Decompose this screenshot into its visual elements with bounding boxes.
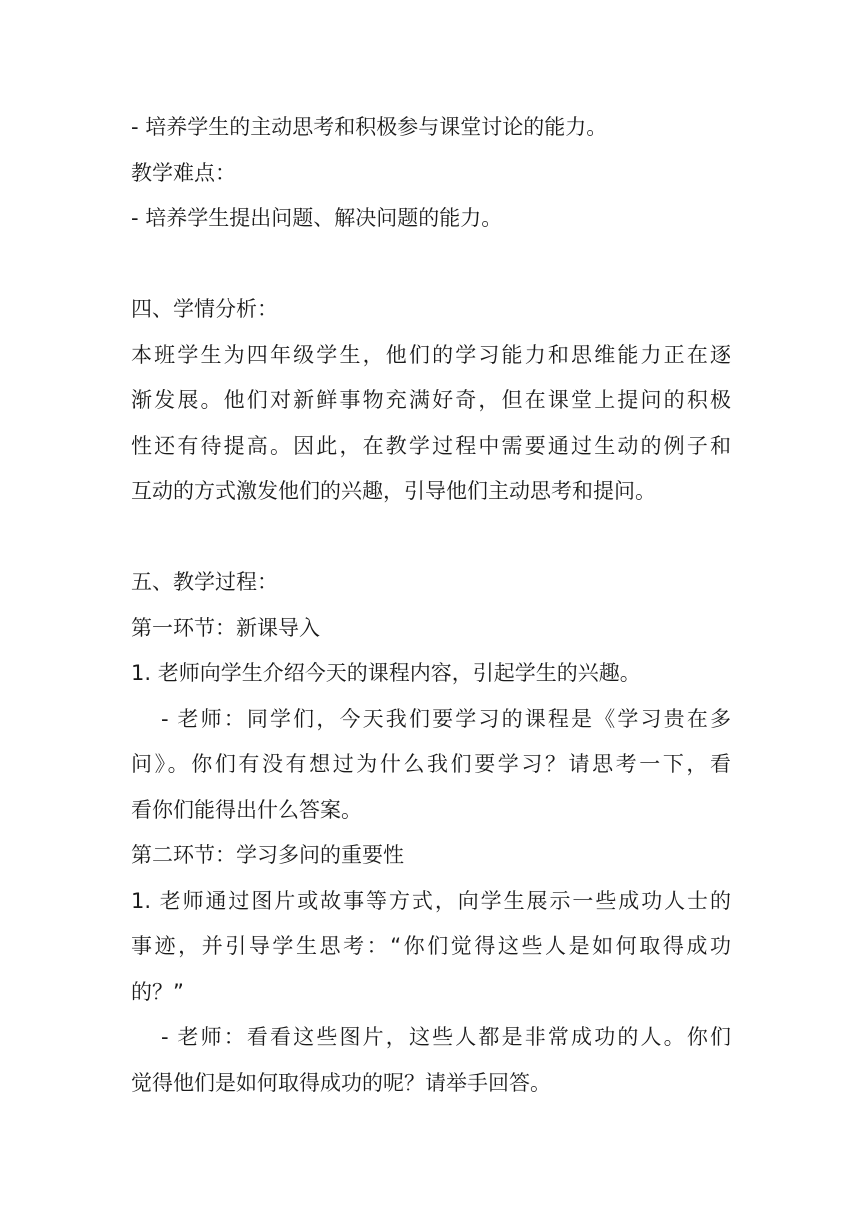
list-item: 1. 老师通过图片或故事等方式，向学生展示一些成功人士的: [131, 888, 731, 913]
section-heading: 五、教学过程：: [131, 570, 278, 594]
section-heading: 四、学情分析：: [131, 297, 278, 321]
dialogue-line: - 老师：看看这些图片，这些人都是非常成功的人。你们: [161, 1025, 731, 1049]
section-heading: 教学难点：: [131, 160, 236, 185]
paragraph-line: 性还有待提高。因此，在教学过程中需要通过生动的例子和: [131, 433, 731, 458]
subsection-heading: 第二环节：学习多问的重要性: [131, 843, 404, 867]
dialogue-line: - 老师：同学们，今天我们要学习的课程是《学习贵在多: [161, 706, 731, 731]
list-item: 的？”: [131, 979, 184, 1004]
blank-line: [131, 245, 731, 283]
paragraph-line: 本班学生为四年级学生，他们的学习能力和思维能力正在逐: [131, 342, 731, 367]
blank-line: [131, 518, 731, 556]
subsection-heading: 第一环节：新课导入: [131, 615, 320, 640]
text-line: - 培养学生提出问题、解决问题的能力。: [131, 206, 503, 230]
document-body: [131, 108, 731, 1109]
list-item: 事迹，并引导学生思考：“你们觉得这些人是如何取得成功: [131, 934, 731, 958]
dialogue-line: 看你们能得出什么答案。: [131, 797, 362, 822]
dialogue-line: 问》。你们有没有想过为什么我们要学习？请思考一下，看: [131, 752, 731, 776]
paragraph-line: 互动的方式激发他们的兴趣，引导他们主动思考和提问。: [131, 479, 656, 503]
list-item: 1. 老师向学生介绍今天的课程内容，引起学生的兴趣。: [131, 661, 641, 685]
paragraph-line: 渐发展。他们对新鲜事物充满好奇，但在课堂上提问的积极: [131, 388, 731, 412]
text-line: - 培养学生的主动思考和积极参与课堂讨论的能力。: [131, 115, 608, 139]
dialogue-line: 觉得他们是如何取得成功的呢？请举手回答。: [131, 1070, 551, 1095]
